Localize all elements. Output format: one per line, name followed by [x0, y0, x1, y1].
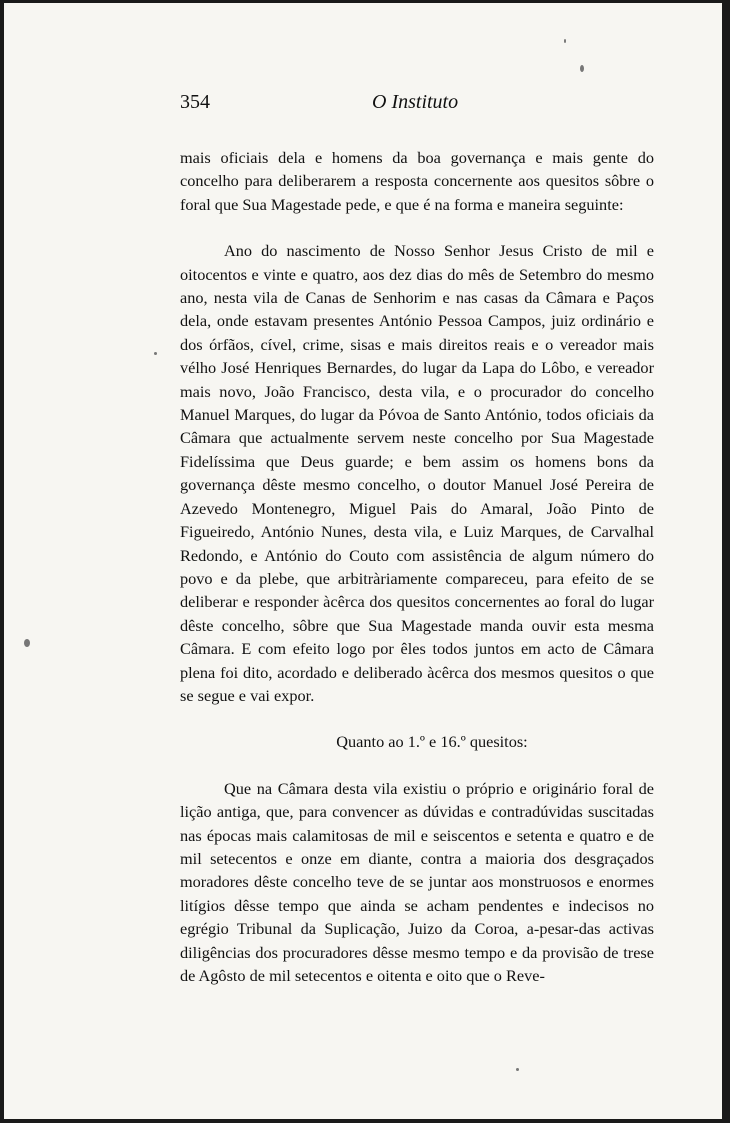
scan-speck — [580, 65, 584, 72]
paragraph-minutes: Ano do nascimento de Nosso Senhor Jesus Cristo de mil e oitocentos e vinte e quatro, aos dez dias do mês de Setembro do mesmo ano, nesta vila de Canas de Senhorim e nas casas da Câmara e Paços dela, onde estavam presentes António Pessoa Campos, juiz ordinário e dos órfãos, cível, crime, sisas e mais direitos reais e o vereador mais vélho José Henriques Bernardes, do lugar da Lapa do Lôbo, e vereador mais novo, João Francisco, desta vila, e o procurador do concelho Manuel Marques, do lugar da Póvoa de Santo António, todos oficiais da Câmara que actualmente servem neste concelho por Sua Magestade Fidelíssima que Deus guarde; e bem assim os homens bons da governança dêste mesmo concelho, o doutor Manuel José Pereira de Azevedo Montenegro, Miguel Pais do Amaral, João Pinto de Figueiredo, António Nunes, desta vila, e Luiz Marques, de Carvalhal Redondo, e António do Couto com assistência de algum número do povo e da plebe, que arbitràriamente compareceu, para efeito de se deliberar e responder àcêrca dos quesitos concernentes ao foral do lugar dêste concelho, sôbre que Sua Magestade manda ouvir esta mesma Câmara. E com efeito logo por êles todos juntos em acto de Câmara plena foi dito, acordado e deliberado àcêrca dos mesmos quesitos o que se segue e vai expor. — [180, 241, 654, 705]
book-page — [4, 3, 722, 1119]
body-text — [180, 146, 654, 987]
running-title: O Instituto — [372, 91, 459, 113]
scan-speck — [24, 639, 30, 647]
paragraph-answer: Que na Câmara desta vila existiu o próprio e originário foral de lição antiga, que, para convencer as dúvidas e contradúvidas suscitadas nas épocas mais calamitosas de mil e seiscentos e setenta e quatro e de mil setecentos e onze em diante, contra a maioria dos desgraçados moradores dêste concelho teve de se juntar aos monstruosos e enormes litígios dêsse tempo que ainda se acham pendentes e indecisos no egrégio Tribunal da Suplicação, Juizo da Coroa, a-pesar-das activas diligências dos procuradores dêsse mesmo tempo e da provisão de trese de Agôsto de mil setecentos e oitenta e oito que o Reve- — [180, 778, 654, 985]
scan-speck — [564, 39, 566, 43]
page-number: 354 — [180, 91, 210, 113]
scan-speck — [154, 352, 157, 355]
section-subheading: Quanto ao 1.º e 16.º quesitos: — [336, 732, 528, 752]
paragraph-continuation: mais oficiais dela e homens da boa governança e mais gente do concelho para deliberarem a resposta concernente aos quesitos sôbre o foral que Sua Magestade pede, e que é na forma e maneira seguinte: — [180, 148, 654, 214]
scan-speck — [516, 1068, 519, 1071]
page-header — [4, 91, 722, 121]
